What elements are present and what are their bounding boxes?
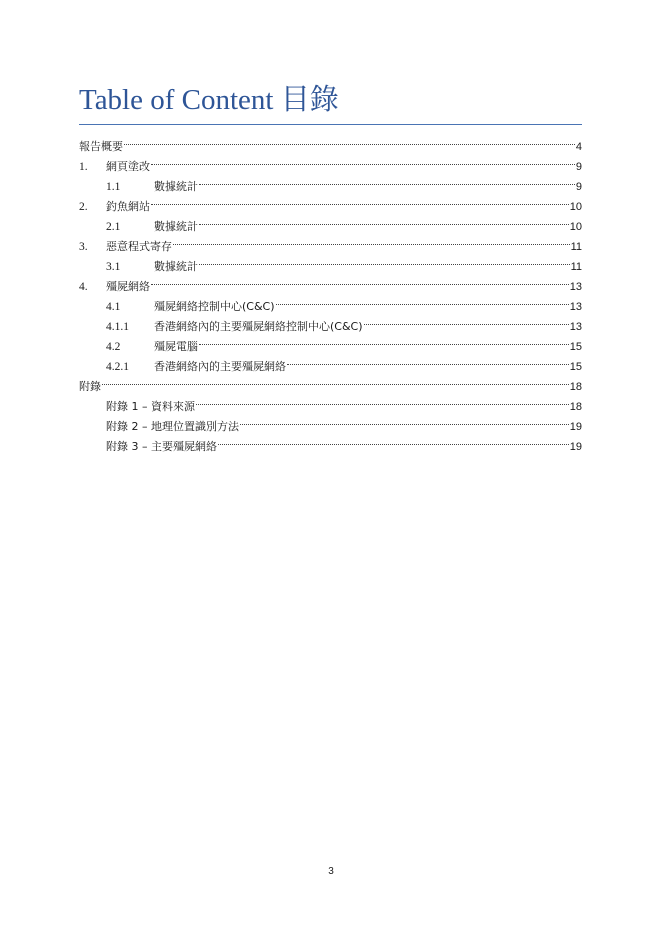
toc-entry-page: 18 xyxy=(569,381,582,393)
dot-leader xyxy=(199,170,575,190)
toc-entry-page: 13 xyxy=(569,301,582,313)
toc-entry-number: 2.1 xyxy=(106,221,121,233)
dot-leader xyxy=(196,390,569,410)
toc-entry-2[interactable] xyxy=(79,190,582,213)
dot-leader xyxy=(364,310,569,330)
toc-entry-number: 4.2 xyxy=(106,341,121,353)
toc-entry-title: 香港網絡內的主要殭屍網絡控制中心(C&C) xyxy=(154,320,363,333)
toc-entry-page: 13 xyxy=(569,321,582,333)
page-number: 3 xyxy=(328,866,334,877)
dot-leader xyxy=(199,210,569,230)
toc-entry-title: 數據統計 xyxy=(154,220,198,233)
toc-entry-title: 附錄 3 – 主要殭屍網絡 xyxy=(106,440,217,453)
toc-entry-title: 附錄 1 – 資料來源 xyxy=(106,400,195,413)
toc-entry-title: 網頁塗改 xyxy=(106,160,150,173)
dot-leader xyxy=(199,330,569,350)
toc-entry-title: 附錄 xyxy=(79,380,101,393)
toc-entry-number: 4. xyxy=(79,281,88,293)
toc-entry-4[interactable] xyxy=(79,270,582,293)
toc-entry-page: 19 xyxy=(569,421,582,433)
toc-entry-page: 11 xyxy=(570,261,582,273)
toc-entry-number: 4.2.1 xyxy=(106,361,129,373)
toc-entry-page: 10 xyxy=(569,221,582,233)
toc-entry-title: 香港網絡內的主要殭屍網絡 xyxy=(154,360,286,373)
toc-entry-title: 殭屍網絡控制中心(C&C) xyxy=(154,300,275,313)
toc-entry-appendix[interactable] xyxy=(79,370,582,393)
dot-leader xyxy=(124,130,575,150)
toc-entry-page: 4 xyxy=(575,141,582,153)
toc-entry-1[interactable] xyxy=(79,150,582,173)
toc-heading: Table of Content 目錄 xyxy=(79,84,339,116)
heading-rule xyxy=(79,124,582,125)
toc-entry-number: 1. xyxy=(79,161,88,173)
toc-entry-page: 9 xyxy=(575,161,582,173)
dot-leader xyxy=(287,350,569,370)
toc-entry-page: 18 xyxy=(569,401,582,413)
toc-entry-page: 10 xyxy=(569,201,582,213)
dot-leader xyxy=(151,150,575,170)
dot-leader xyxy=(102,370,569,390)
toc-entry-title: 報告概要 xyxy=(79,140,123,153)
toc-entry-page: 11 xyxy=(570,241,582,253)
toc-entry-number: 4.1 xyxy=(106,301,121,313)
toc-entry-page: 9 xyxy=(575,181,582,193)
toc-entry-title: 附錄 2 – 地理位置識別方法 xyxy=(106,420,239,433)
dot-leader xyxy=(218,430,569,450)
toc-entry-title: 惡意程式寄存 xyxy=(106,240,172,253)
toc-entry-number: 4.1.1 xyxy=(106,321,129,333)
toc-entry-4-1[interactable] xyxy=(79,290,582,313)
toc-entry-page: 19 xyxy=(569,441,582,453)
toc-entry-appendix-1[interactable] xyxy=(79,390,582,413)
dot-leader xyxy=(173,230,570,250)
dot-leader xyxy=(151,270,569,290)
toc-entry-summary[interactable] xyxy=(79,130,582,153)
toc-entry-title: 數據統計 xyxy=(154,180,198,193)
toc-entry-page: 15 xyxy=(569,341,582,353)
toc-entry-page: 13 xyxy=(569,281,582,293)
toc-entry-number: 2. xyxy=(79,201,88,213)
toc-entry-page: 15 xyxy=(569,361,582,373)
dot-leader xyxy=(199,250,570,270)
toc-entry-1-1[interactable] xyxy=(79,170,582,193)
toc-entry-number: 3.1 xyxy=(106,261,121,273)
toc-entry-title: 數據統計 xyxy=(154,260,198,273)
dot-leader xyxy=(276,290,569,310)
toc-entry-title: 釣魚網站 xyxy=(106,200,150,213)
toc-entry-number: 3. xyxy=(79,241,88,253)
toc-entry-2-1[interactable] xyxy=(79,210,582,233)
toc-entry-title: 殭屍網絡 xyxy=(106,280,150,293)
dot-leader xyxy=(240,410,569,430)
toc-entry-title: 殭屍電腦 xyxy=(154,340,198,353)
toc-list xyxy=(79,130,582,453)
toc-entry-number: 1.1 xyxy=(106,181,121,193)
dot-leader xyxy=(151,190,569,210)
